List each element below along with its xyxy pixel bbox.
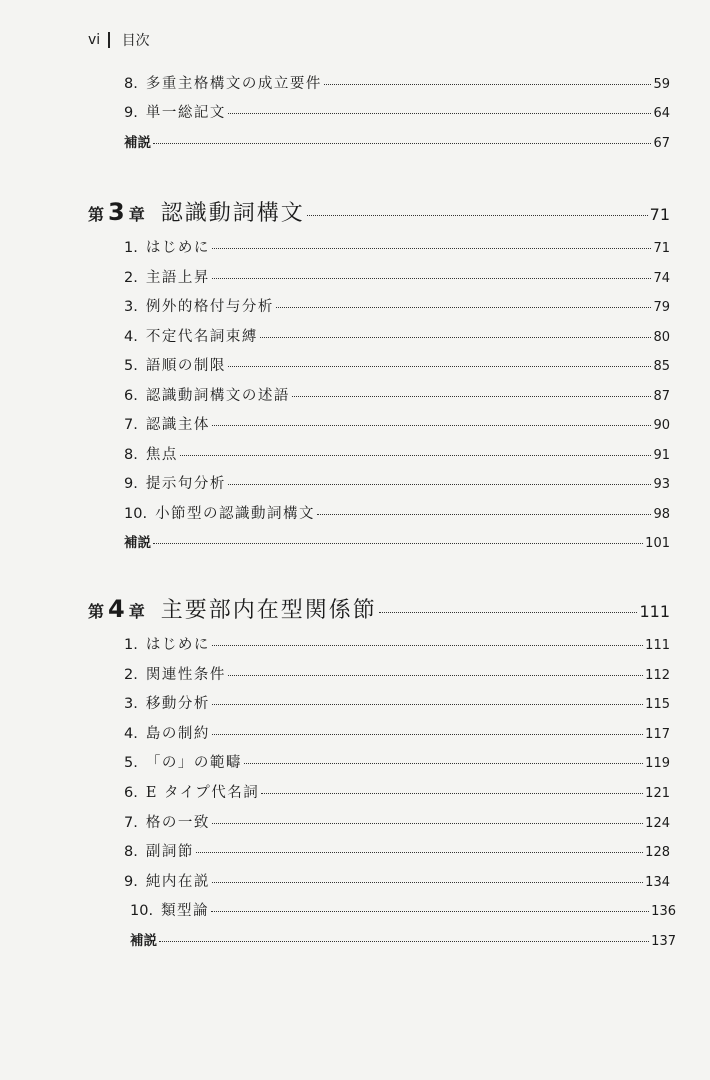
- page-ref: 79: [653, 300, 670, 315]
- page-ref: 74: [653, 270, 670, 286]
- toc-entry[interactable]: [124, 415, 670, 436]
- running-header: [88, 30, 150, 50]
- toc-entry[interactable]: [124, 268, 670, 289]
- page-ref: 87: [653, 388, 670, 404]
- toc-entry[interactable]: [124, 533, 670, 554]
- dot-leader: [228, 366, 652, 367]
- toc-entry[interactable]: [124, 842, 670, 863]
- section-title: 副詞節: [145, 844, 194, 861]
- toc-entry[interactable]: [124, 753, 670, 774]
- page-ref: 112: [645, 667, 670, 683]
- section-number: 8.: [124, 844, 138, 861]
- toc-entry[interactable]: [124, 724, 670, 745]
- dot-leader: [292, 396, 652, 397]
- dot-leader: [212, 645, 643, 646]
- section-number: 9.: [124, 873, 138, 890]
- page-ref: 71: [649, 205, 670, 224]
- section-number: 4.: [124, 725, 138, 742]
- dot-leader: [212, 278, 652, 279]
- toc-entry[interactable]: [124, 74, 670, 95]
- header-title: 目次: [121, 33, 150, 49]
- page-ref: 115: [645, 697, 670, 713]
- toc-entry[interactable]: [130, 901, 676, 922]
- dot-leader: [261, 793, 643, 794]
- dot-leader: [379, 612, 638, 613]
- page-ref: 101: [645, 536, 670, 551]
- toc-entry[interactable]: [124, 665, 670, 686]
- toc-entry[interactable]: [124, 386, 670, 407]
- section-number: 8.: [124, 446, 138, 463]
- dot-leader: [212, 704, 643, 705]
- dot-leader: [276, 307, 652, 308]
- section-number: 4.: [124, 328, 138, 345]
- page-ref: 64: [653, 106, 670, 121]
- toc-entry[interactable]: [124, 327, 670, 348]
- page-number: vi: [88, 32, 101, 48]
- page-ref: 98: [653, 506, 670, 522]
- toc-entry[interactable]: [124, 783, 670, 804]
- page-ref: 91: [653, 447, 670, 463]
- section-title: 島の制約: [145, 725, 210, 742]
- chapter-suffix: 章: [128, 602, 145, 621]
- section-title: E タイプ代名詞: [145, 785, 260, 801]
- dot-leader: [180, 455, 652, 456]
- page-ref: 117: [645, 726, 670, 742]
- section-number: 3.: [124, 696, 138, 713]
- dot-leader: [324, 84, 652, 85]
- toc-entry[interactable]: [124, 356, 670, 377]
- section-title: 補説: [124, 535, 151, 551]
- toc-entry[interactable]: [130, 931, 676, 952]
- section-title: 類型論: [161, 903, 210, 920]
- toc-entry[interactable]: [124, 445, 670, 466]
- chapter-number: 3: [108, 198, 125, 226]
- section-title: 多重主格構文の成立要件: [145, 76, 322, 92]
- section-title: はじめに: [145, 637, 210, 653]
- section-number: 9.: [124, 476, 138, 492]
- section-title: はじめに: [145, 240, 210, 256]
- toc-entry[interactable]: [124, 504, 670, 525]
- toc-entry[interactable]: [124, 133, 670, 154]
- page-ref: 80: [653, 329, 670, 345]
- section-number: 6.: [124, 785, 138, 801]
- page-ref: 93: [653, 477, 670, 492]
- page-ref: 71: [653, 241, 670, 256]
- dot-leader: [211, 911, 649, 912]
- section-title: 補説: [124, 135, 151, 151]
- page-ref: 90: [653, 418, 670, 433]
- section-title: 単一総記文: [145, 105, 226, 121]
- chapter-heading[interactable]: [88, 196, 670, 227]
- page-ref: 85: [653, 359, 670, 374]
- dot-leader: [244, 763, 643, 764]
- section-title: 提示句分析: [145, 476, 226, 492]
- section-number: 1.: [124, 240, 138, 256]
- toc-entry[interactable]: [124, 694, 670, 715]
- dot-leader: [317, 514, 651, 515]
- toc-entry[interactable]: [124, 872, 670, 893]
- section-number: 10.: [124, 505, 148, 522]
- section-number: 1.: [124, 637, 138, 653]
- section-title: 補説: [130, 933, 157, 949]
- toc-entry[interactable]: [124, 813, 670, 834]
- section-number: 2.: [124, 666, 138, 683]
- section-title: 「の」の範疇: [145, 755, 242, 772]
- dot-leader: [153, 143, 651, 144]
- section-title: 主語上昇: [145, 269, 210, 286]
- section-number: 2.: [124, 269, 138, 286]
- dot-leader: [228, 484, 652, 485]
- page-ref: 111: [639, 602, 670, 621]
- section-title: 認識動詞構文の述語: [145, 387, 290, 404]
- page-ref: 137: [651, 934, 676, 949]
- page-ref: 128: [645, 845, 670, 861]
- page-ref: 67: [653, 136, 670, 151]
- toc-entry[interactable]: [124, 238, 670, 259]
- dot-leader: [212, 882, 643, 883]
- chapter-prefix: 第: [88, 602, 105, 621]
- section-number: 7.: [124, 814, 138, 831]
- section-title: 移動分析: [145, 696, 210, 713]
- page-ref: 136: [651, 904, 676, 920]
- section-title: 関連性条件: [145, 666, 226, 683]
- page-ref: 59: [653, 77, 670, 92]
- dot-leader: [260, 337, 652, 338]
- section-number: 10.: [130, 903, 154, 920]
- dot-leader: [212, 248, 652, 249]
- page-ref: 119: [645, 756, 670, 772]
- section-title: 小節型の認識動詞構文: [155, 505, 316, 522]
- dot-leader: [228, 113, 652, 114]
- page-ref: 124: [645, 815, 670, 831]
- chapter-title: 主要部内在型関係節: [160, 598, 377, 623]
- header-divider: [108, 32, 110, 48]
- section-number: 8.: [124, 76, 138, 92]
- chapter-prefix: 第: [88, 205, 105, 224]
- section-title: 不定代名詞束縛: [145, 328, 258, 345]
- toc-entry[interactable]: [124, 635, 670, 656]
- page-ref: 134: [645, 874, 670, 890]
- dot-leader: [212, 425, 652, 426]
- section-number: 6.: [124, 387, 138, 404]
- page-ref: 121: [645, 786, 670, 801]
- chapter-suffix: 章: [128, 205, 145, 224]
- dot-leader: [196, 852, 643, 853]
- section-title: 語順の制限: [145, 358, 226, 374]
- dot-leader: [159, 941, 649, 942]
- section-title: 例外的格付与分析: [145, 299, 274, 315]
- dot-leader: [153, 543, 643, 544]
- section-number: 3.: [124, 299, 138, 315]
- chapter-heading[interactable]: [88, 593, 670, 624]
- chapter-number: 4: [108, 595, 125, 623]
- dot-leader: [228, 675, 643, 676]
- section-number: 9.: [124, 105, 138, 121]
- dot-leader: [212, 823, 643, 824]
- dot-leader: [307, 215, 648, 216]
- page-ref: 111: [645, 638, 670, 653]
- chapter-title: 認識動詞構文: [160, 201, 305, 226]
- dot-leader: [212, 734, 643, 735]
- toc-entry[interactable]: [124, 474, 670, 495]
- section-number: 5.: [124, 358, 138, 374]
- section-title: 格の一致: [145, 814, 210, 831]
- toc-entry[interactable]: [124, 297, 670, 318]
- section-number: 7.: [124, 417, 138, 433]
- section-number: 5.: [124, 755, 138, 772]
- section-title: 純内在説: [145, 873, 210, 890]
- section-title: 焦点: [145, 446, 178, 463]
- toc-entry[interactable]: [124, 103, 670, 124]
- section-title: 認識主体: [145, 417, 210, 433]
